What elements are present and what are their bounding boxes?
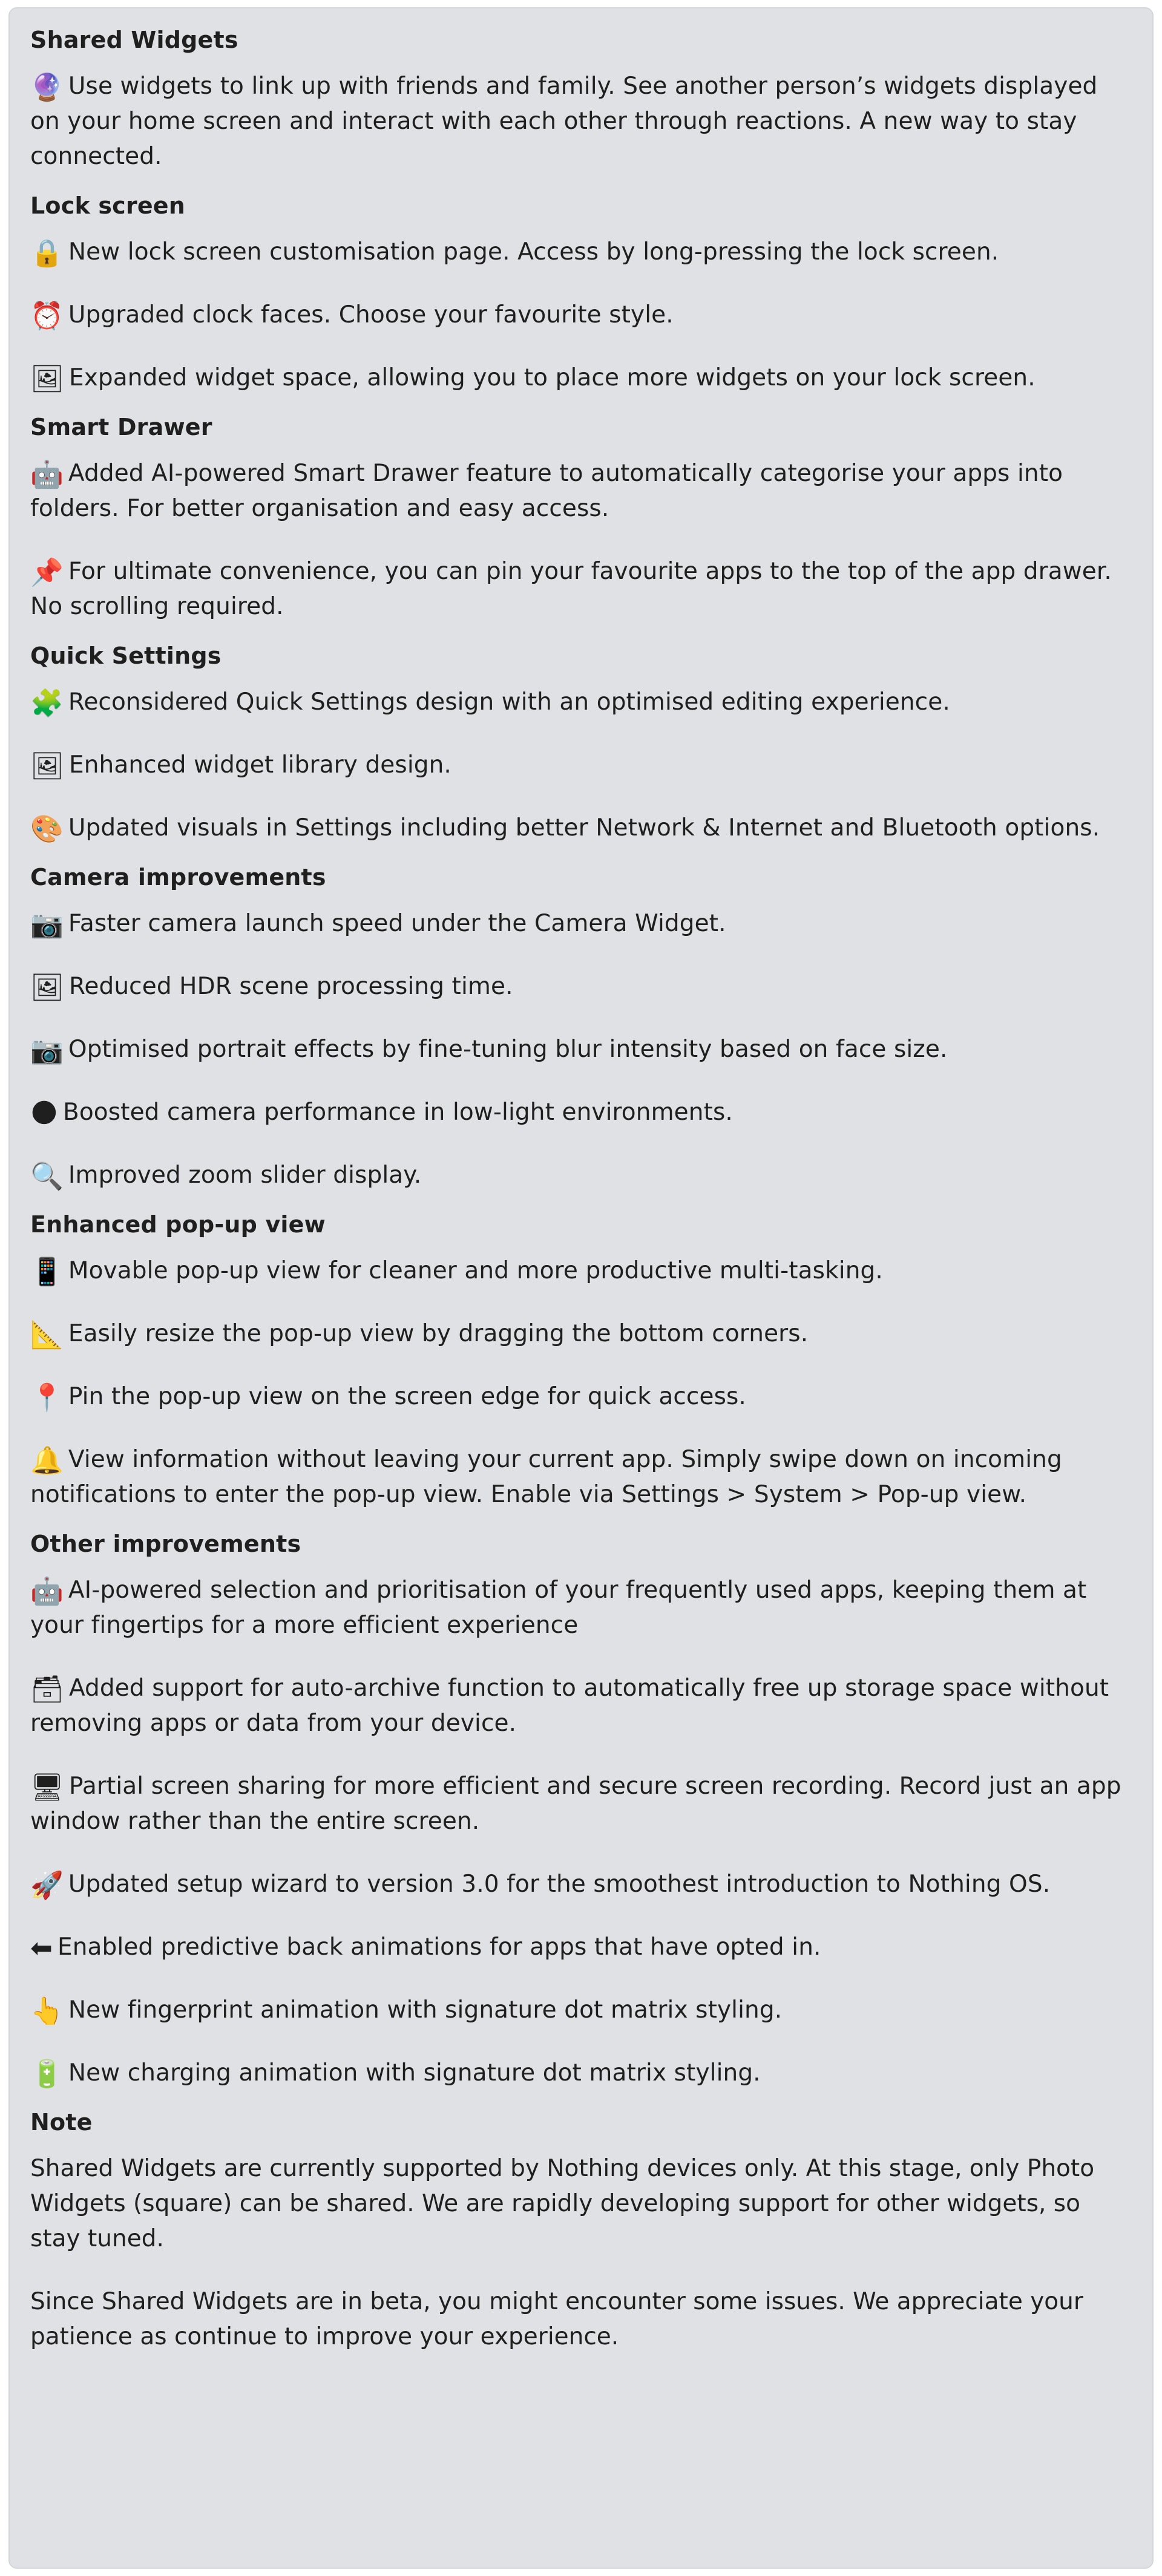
- mobile-phone-icon: 📱: [30, 1257, 64, 1287]
- bell-icon: 🔔: [30, 1445, 64, 1476]
- robot-icon: 🤖: [30, 459, 64, 490]
- item-text: Expanded widget space, allowing you to place more widgets on your lock screen.: [68, 364, 1036, 391]
- palette-icon: 🎨: [30, 814, 64, 845]
- section-title-smart-drawer: Smart Drawer: [30, 414, 212, 440]
- list-item: [30, 1379, 1132, 1414]
- list-item: [30, 1032, 1132, 1067]
- item-text: Improved zoom slider display.: [68, 1162, 422, 1189]
- item-text: Reconsidered Quick Settings design with an optimised editing experience.: [68, 688, 950, 716]
- desktop-computer-icon: 🖥: [30, 1772, 64, 1803]
- item-text: Easily resize the pop-up view by dragging the bottom corners.: [68, 1320, 809, 1347]
- card-file-box-icon: 🗃: [30, 1674, 64, 1705]
- item-text: Faster camera launch speed under the Camera Widget.: [68, 910, 726, 937]
- item-text: Updated visuals in Settings including better Network & Internet and Bluetooth options.: [68, 814, 1100, 842]
- list-item: [30, 1993, 1132, 2028]
- rocket-icon: 🚀: [30, 1870, 64, 1901]
- item-text: Enabled predictive back animations for apps that have opted in.: [57, 1934, 821, 1961]
- section-title-note: Note: [30, 2109, 93, 2136]
- item-text: New fingerprint animation with signature dot matrix styling.: [68, 1996, 783, 2024]
- item-text: Reduced HDR scene processing time.: [68, 973, 513, 1000]
- list-item: [30, 554, 1132, 624]
- section-title-camera-improvements: Camera improvements: [30, 864, 326, 891]
- item-text: Partial screen sharing for more efficient and secure screen recording. Record just an app window rather than the entire screen.: [30, 1773, 1121, 1835]
- section-title-other-improvements: Other improvements: [30, 1531, 301, 1557]
- magnifier-icon: 🔍: [30, 1161, 64, 1192]
- list-item: [30, 456, 1132, 526]
- item-text: AI-powered selection and prioritisation of your frequently used apps, keeping them at your fingertips for a more efficient experience: [30, 1577, 1087, 1639]
- list-item: [30, 1316, 1132, 1352]
- list-item: [30, 1867, 1132, 1902]
- item-text: New charging animation with signature dot matrix styling.: [68, 2059, 761, 2087]
- framed-picture-icon: 🖼: [30, 364, 64, 394]
- list-item: [30, 1442, 1132, 1512]
- item-text: Movable pop-up view for cleaner and more productive multi-tasking.: [68, 1257, 883, 1284]
- camera-icon: 📷: [30, 1035, 64, 1066]
- note-paragraph: Shared Widgets are currently supported by Nothing devices only. At this stage, only Photo Widgets (square) can be shared. We are rapidly developing support for other widgets, so stay tuned.: [30, 2155, 1095, 2252]
- battery-icon: 🔋: [30, 2059, 64, 2090]
- triangular-ruler-icon: 📐: [30, 1319, 64, 1350]
- list-item: [30, 2056, 1132, 2091]
- item-text: Pin the pop-up view on the screen edge for quick access.: [68, 1383, 746, 1410]
- list-item: [30, 1671, 1132, 1741]
- list-item: [30, 361, 1132, 396]
- left-arrow-icon: ⬅: [30, 1933, 53, 1964]
- list-item: [30, 235, 1132, 270]
- item-text: Upgraded clock faces. Choose your favourite style.: [68, 301, 674, 329]
- list-item: [30, 811, 1132, 846]
- section-title-shared-widgets: Shared Widgets: [30, 27, 238, 53]
- item-text: Boosted camera performance in low-light environments.: [62, 1099, 733, 1126]
- list-item: [30, 1769, 1132, 1839]
- camera-icon: 📷: [30, 909, 64, 940]
- new-moon-icon: 🌑: [30, 1098, 58, 1129]
- robot-icon: 🤖: [30, 1576, 64, 1607]
- puzzle-piece-icon: 🧩: [30, 688, 64, 719]
- list-item: [30, 1095, 1132, 1130]
- framed-picture-icon: 🖼: [30, 972, 64, 1003]
- item-text: For ultimate convenience, you can pin your favourite apps to the top of the app drawer. No scrolling required.: [30, 558, 1112, 620]
- framed-picture-icon: 🖼: [30, 751, 64, 782]
- pointing-finger-icon: 👆: [30, 1996, 64, 2027]
- crystal-ball-icon: 🔮: [30, 72, 64, 103]
- list-item: [30, 906, 1132, 941]
- item-text: Added support for auto-archive function to automatically free up storage space without removing apps or data from your device.: [30, 1675, 1109, 1737]
- section-title-quick-settings: Quick Settings: [30, 642, 222, 669]
- item-text: View information without leaving your current app. Simply swipe down on incoming notifications to enter the pop-up view. Enable via Settings > System > Pop-up view.: [30, 1446, 1062, 1508]
- list-item: [30, 1158, 1132, 1193]
- section-title-enhanced-popup-view: Enhanced pop-up view: [30, 1211, 326, 1238]
- section-title-lock-screen: Lock screen: [30, 192, 186, 219]
- item-text: Enhanced widget library design.: [68, 751, 451, 779]
- item-text: Updated setup wizard to version 3.0 for the smoothest introduction to Nothing OS.: [68, 1871, 1051, 1898]
- list-item: [30, 1930, 1132, 1965]
- list-item: [30, 685, 1132, 720]
- alarm-clock-icon: ⏰: [30, 301, 64, 332]
- item-text: Added AI-powered Smart Drawer feature to automatically categorise your apps into folders. For better organisation and easy access.: [30, 460, 1063, 522]
- changelog-card: [8, 7, 1154, 2569]
- note-paragraph: Since Shared Widgets are in beta, you might encounter some issues. We appreciate your patience as continue to improve your experience.: [30, 2288, 1083, 2350]
- list-item: [30, 298, 1132, 333]
- list-item: [30, 1573, 1132, 1643]
- item-text: New lock screen customisation page. Access by long-pressing the lock screen.: [68, 238, 999, 266]
- item-text: Use widgets to link up with friends and family. See another person’s widgets displayed on your home screen and interact with each other through reactions. A new way to stay connected.: [30, 73, 1098, 170]
- round-pushpin-icon: 📍: [30, 1382, 64, 1413]
- list-item: [30, 69, 1132, 174]
- list-item: [30, 969, 1132, 1004]
- item-text: Optimised portrait effects by fine-tuning blur intensity based on face size.: [68, 1036, 948, 1063]
- lock-icon: 🔒: [30, 238, 64, 269]
- list-item: [30, 1254, 1132, 1289]
- pushpin-icon: 📌: [30, 557, 64, 588]
- list-item: [30, 748, 1132, 783]
